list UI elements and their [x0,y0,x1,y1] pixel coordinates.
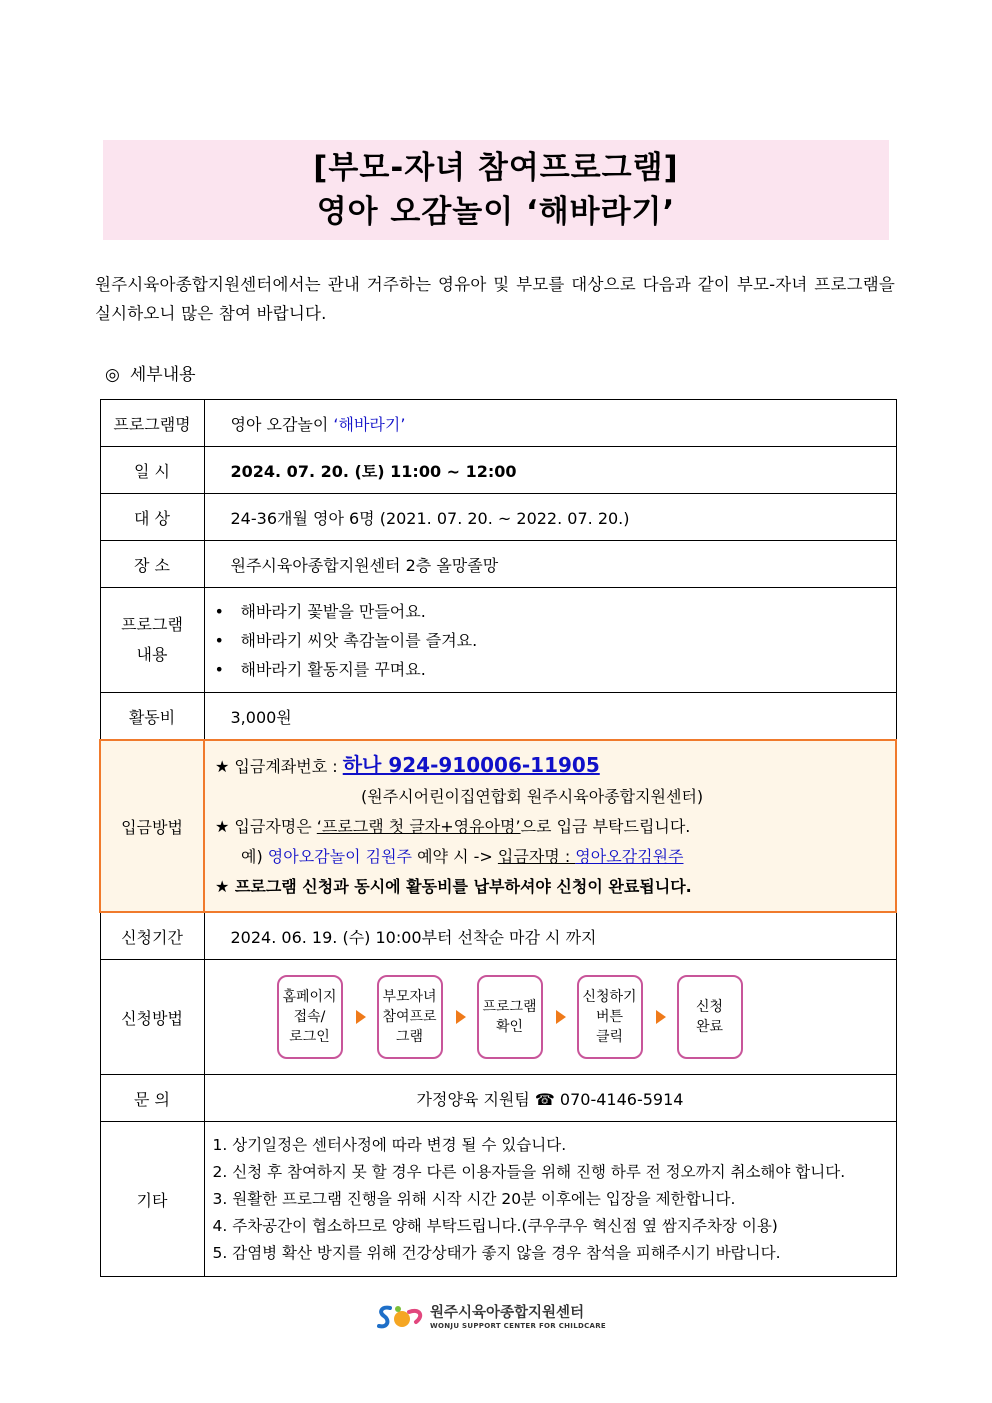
arrow-right-icon [456,1010,466,1024]
date-value: 2024. 07. 20. (토) 11:00 ~ 12:00 [204,447,896,494]
fee-value: 3,000원 [204,693,896,741]
arrow-right-icon [656,1010,666,1024]
etc-value [204,1122,896,1277]
contact-value: 가정양육 지원팀 ☎ 070-4146-5914 [204,1075,896,1122]
etc-label: 기타 [100,1122,204,1277]
payment-example-line: 예) 영아오감놀이 김원주 예약 시 -> 입금자명 : 영아오감김원주 [241,847,684,866]
etc-list [205,1132,896,1267]
title-banner [103,140,889,240]
table-row [100,494,896,541]
section-mark-icon: ◎ [105,365,120,385]
payment-notice: ★ 프로그램 신청과 동시에 활동비를 납부하셔야 신청이 완료됩니다. [215,877,692,896]
step-complete: 신청 완료 [677,975,743,1059]
table-row [100,960,896,1075]
center-logo-icon [376,1302,426,1332]
fee-label: 활동비 [100,693,204,741]
account-number: 하나 924-910006-11905 [342,753,600,777]
payment-value [204,740,896,912]
method-steps [277,975,896,1059]
list-item: 5. 감염병 확산 방지를 위해 건강상태가 좋지 않을 경우 참석을 피해주시기 바랍니다. [212,1243,781,1262]
table-row [100,693,896,741]
list-item: 3. 원활한 프로그램 진행을 위해 시작 시간 20분 이후에는 입장을 제한합니다. [212,1189,736,1208]
list-item: 4. 주차공간이 협소하므로 양해 부탁드립니다.(쿠우쿠우 혁신점 옆 쌈지주차장 이용) [212,1216,778,1235]
period-value: 2024. 06. 19. (수) 10:00부터 선착순 마감 시 까지 [204,912,896,960]
step-parent-child: 부모자녀 참여프로 그램 [377,975,443,1059]
table-row [100,541,896,588]
payment-label: 입금방법 [100,740,204,912]
method-value [204,960,896,1075]
account-holder: (원주시어린이집연합회 원주시육아종합지원센터) [361,787,704,806]
table-row [100,740,896,912]
table-row [100,1075,896,1122]
footer-org-name: 원주시육아종합지원센터 [430,1305,585,1321]
table-row [100,400,896,447]
table-row [100,447,896,494]
bullet-icon: • [214,601,224,621]
place-label: 장 소 [100,541,204,588]
table-row [100,588,896,693]
content-label [100,588,204,693]
arrow-right-icon [356,1010,366,1024]
step-apply-button: 신청하기 버튼 클릭 [577,975,643,1059]
method-label: 신청방법 [100,960,204,1075]
content-value [204,588,896,693]
list-item: • 해바라기 활동지를 꾸며요. [205,655,896,684]
program-value [204,400,896,447]
step-homepage: 홈페이지 접속/ 로그인 [277,975,343,1059]
section-heading [105,360,196,385]
intro-text: 원주시육아종합지원센터에서는 관내 거주하는 영유아 및 부모를 대상으로 다음과 같이 부모-자녀 프로그램을 실시하오니 많은 참여 바랍니다. [95,275,895,323]
table-row [100,1122,896,1277]
target-label: 대 상 [100,494,204,541]
list-item: • 해바라기 꽃밭을 만들어요. [205,597,896,626]
content-label-line-2: 내용 [136,645,168,664]
arrow-right-icon [556,1010,566,1024]
payment-name-line: ★ 입금자명은 ‘프로그램 첫 글자+영유아명’으로 입금 부탁드립니다. [215,817,691,836]
title-line-1: [부모-자녀 참여프로그램] [313,150,679,186]
section-label: 세부내용 [129,365,196,385]
step-program-check: 프로그램 확인 [477,975,543,1059]
contact-label: 문 의 [100,1075,204,1122]
target-value: 24-36개월 영아 6명 (2021. 07. 20. ~ 2022. 07. 20.) [204,494,896,541]
program-label: 프로그램명 [100,400,204,447]
list-item: • 해바라기 씨앗 촉감놀이를 즐겨요. [205,626,896,655]
list-item: 1. 상기일정은 센터사정에 따라 변경 될 수 있습니다. [212,1135,567,1154]
title-line-2: 영아 오감놀이 ‘해바라기’ [316,194,676,230]
payment-account-line: ★ 입금계좌번호 : 하나 924-910006-11905 [215,753,600,777]
list-item: 2. 신청 후 참여하지 못 할 경우 다른 이용자들을 위해 진행 하루 전 정오까지 취소해야 합니다. [212,1162,846,1181]
table-row [100,912,896,960]
program-value-highlight: ‘해바라기’ [333,414,406,434]
content-list [205,597,896,684]
details-table [99,399,897,1277]
footer-org-eng: WONJU SUPPORT CENTER FOR CHILDCARE [430,1322,606,1330]
content-label-line-1: 프로그램 [121,615,183,634]
footer-logo [376,1302,606,1332]
program-value-plain: 영아 오감놀이 [230,414,334,434]
date-label: 일 시 [100,447,204,494]
period-label: 신청기간 [100,912,204,960]
place-value: 원주시육아종합지원센터 2층 올망졸망 [204,541,896,588]
bullet-icon: • [214,659,224,679]
bullet-icon: • [214,630,224,650]
